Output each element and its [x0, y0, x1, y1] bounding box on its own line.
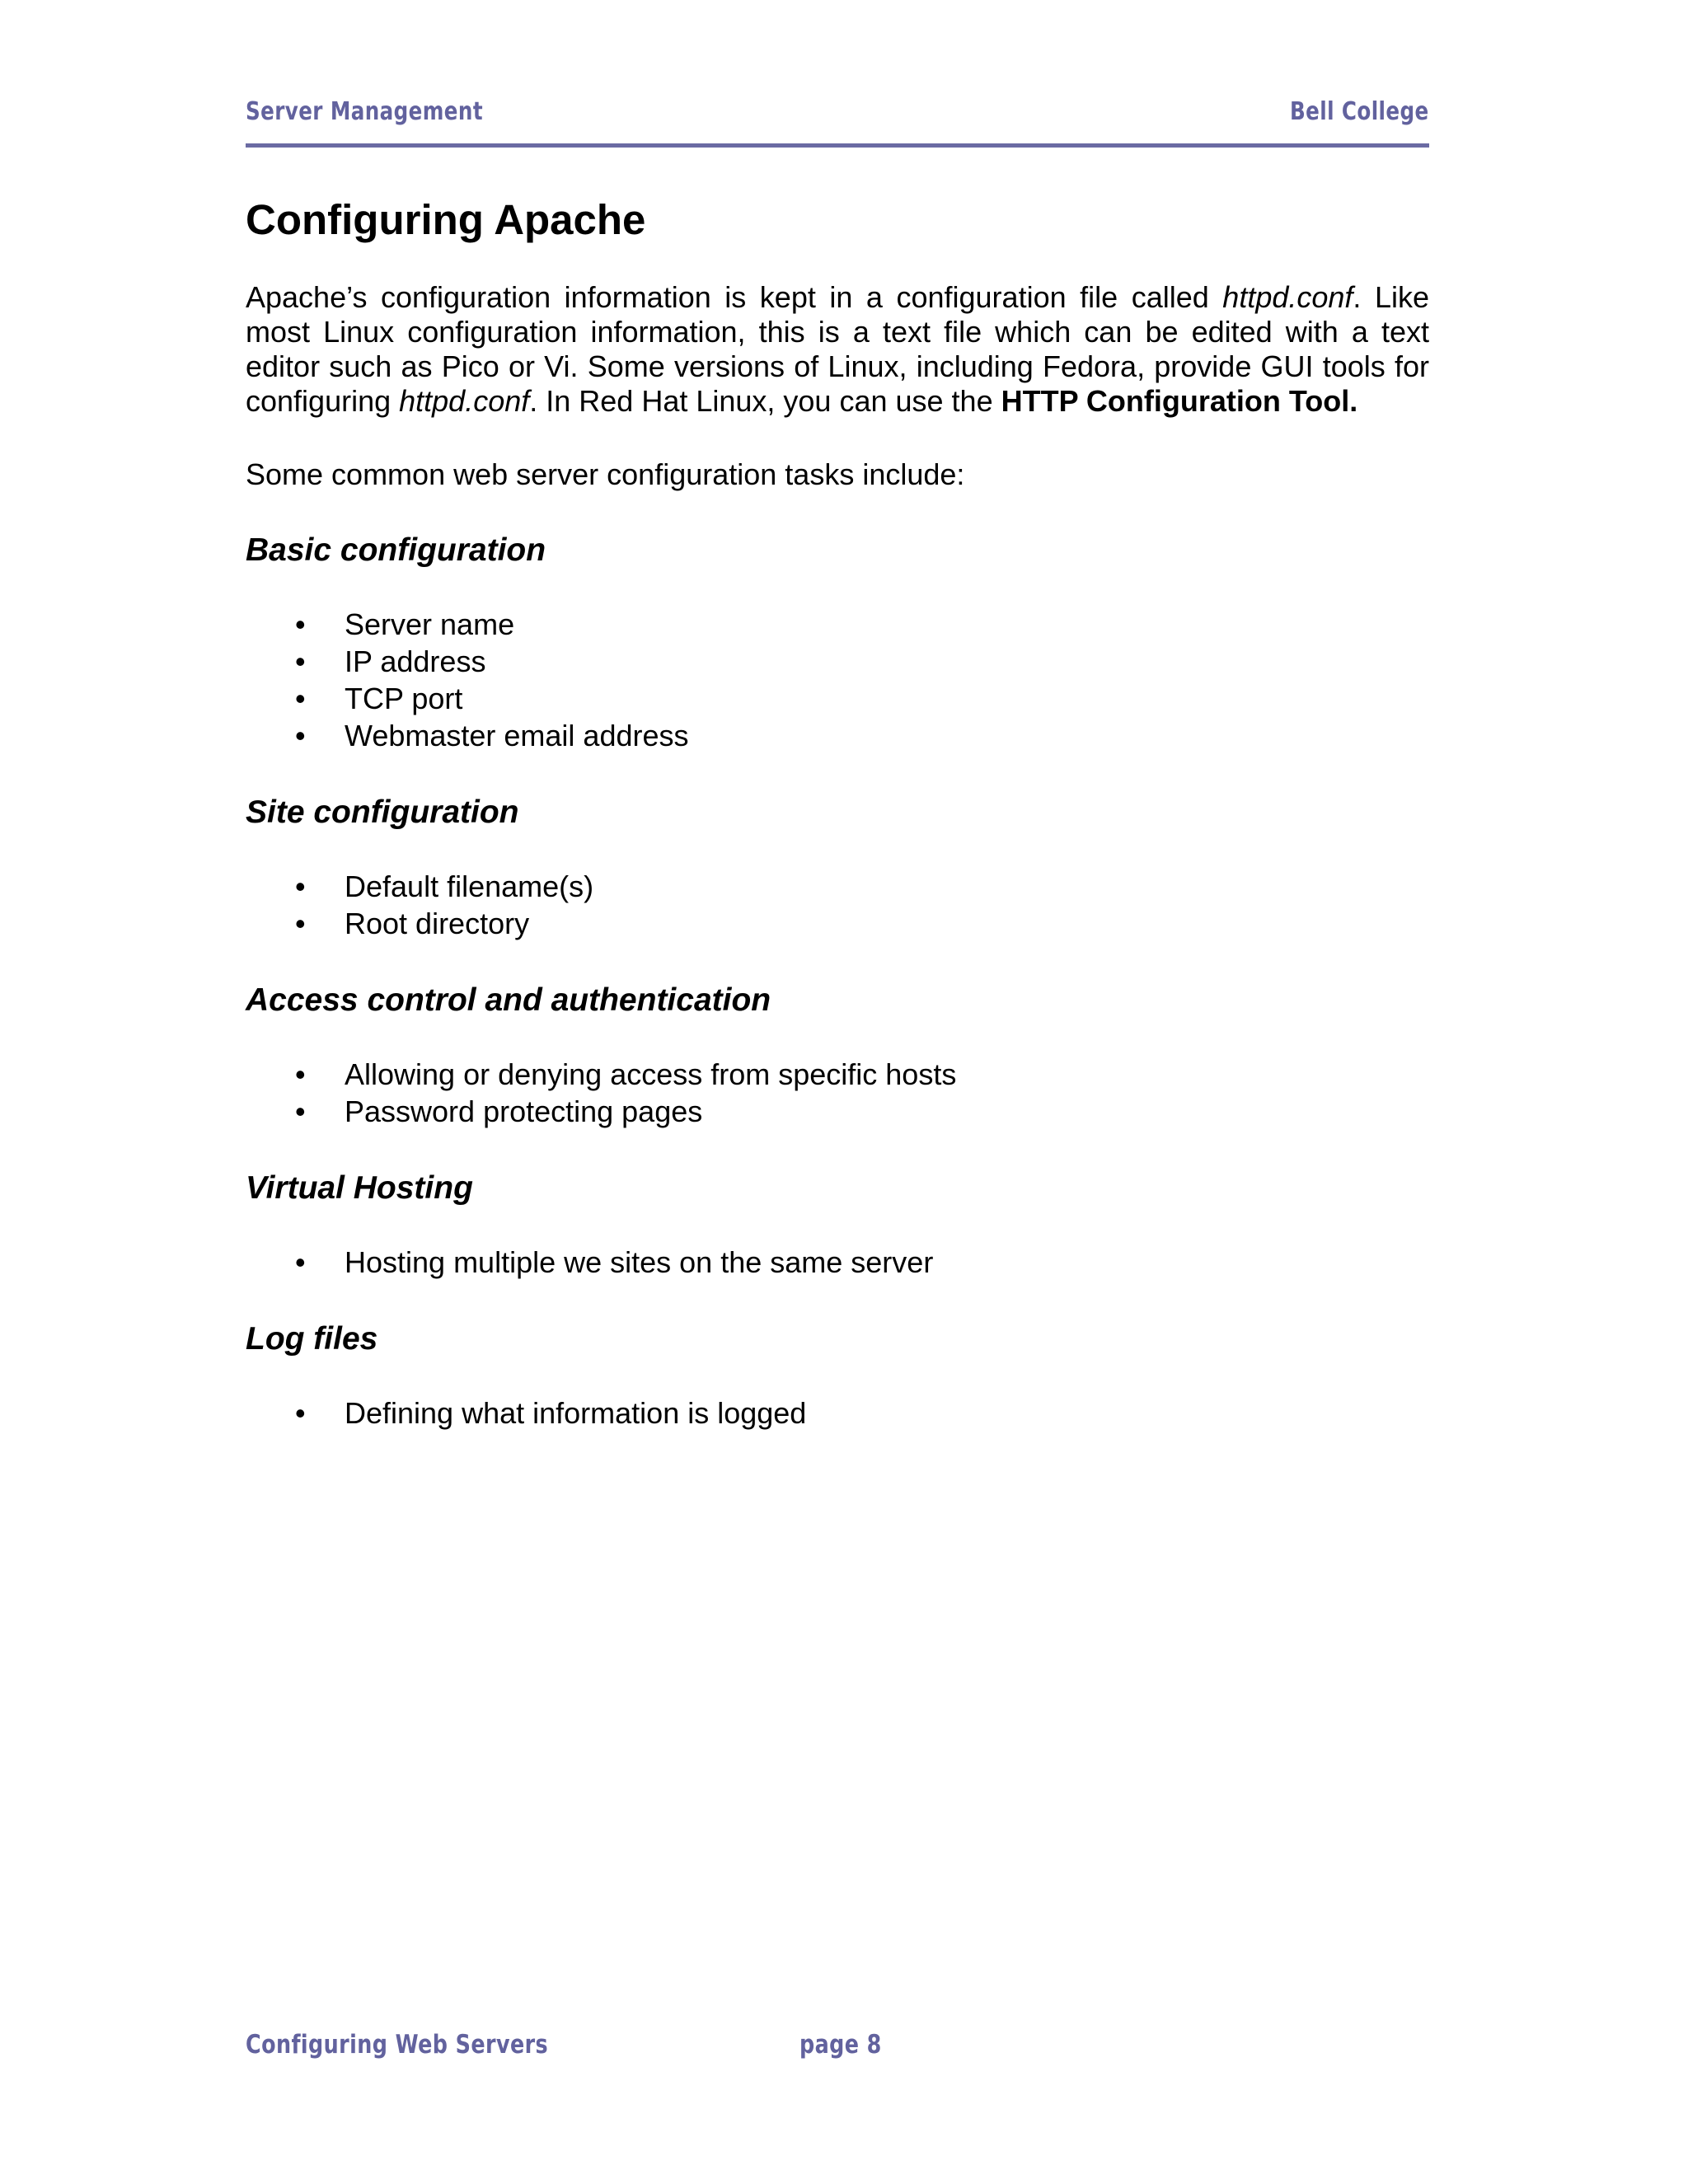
- page-title: Configuring Apache: [246, 196, 646, 243]
- page-header: [246, 97, 1429, 148]
- list-item: [246, 905, 1429, 942]
- list-item-text: Default filename(s): [345, 869, 594, 904]
- bullet-list: [246, 606, 1429, 754]
- footer-page-number: page 8: [799, 2030, 882, 2060]
- bullet-icon: •: [295, 907, 306, 941]
- tool-name: HTTP Configuration Tool.: [1001, 384, 1358, 419]
- footer-chapter-title: Configuring Web Servers: [246, 2030, 549, 2060]
- bullet-icon: •: [295, 719, 306, 753]
- list-item: [246, 717, 1429, 754]
- intro-paragraph: [246, 280, 1429, 419]
- intro-text-3: . In Red Hat Linux, you can use the: [529, 384, 1001, 419]
- bullet-icon: •: [295, 1245, 306, 1280]
- section-access-control: [246, 981, 1429, 1130]
- header-institution: Bell College: [1290, 97, 1429, 126]
- list-item-text: Server name: [345, 607, 515, 642]
- bullet-list: [246, 1056, 1429, 1130]
- config-filename-2: httpd.conf: [399, 384, 530, 419]
- list-item: [246, 1244, 1429, 1281]
- intro-text-1: Apache’s configuration information is kept in a configuration file called: [246, 280, 1223, 315]
- list-item-text: IP address: [345, 644, 486, 679]
- section-site-configuration: [246, 793, 1429, 942]
- list-item-text: TCP port: [345, 682, 463, 716]
- bullet-icon: •: [295, 1094, 306, 1129]
- list-item: [246, 606, 1429, 643]
- list-item-text: Webmaster email address: [345, 719, 689, 753]
- section-basic-configuration: [246, 531, 1429, 754]
- list-item: [246, 680, 1429, 717]
- section-heading: Access control and authentication: [246, 982, 771, 1019]
- section-heading: Virtual Hosting: [246, 1170, 473, 1207]
- list-item-text: Password protecting pages: [345, 1094, 703, 1129]
- list-item: [246, 643, 1429, 680]
- list-item: [246, 1093, 1429, 1130]
- list-item-text: Hosting multiple we sites on the same server: [345, 1245, 934, 1280]
- bullet-icon: •: [295, 1057, 306, 1092]
- header-course-title: Server Management: [246, 97, 483, 126]
- bullet-icon: •: [295, 682, 306, 716]
- bullet-list: [246, 868, 1429, 942]
- list-item-text: Root directory: [345, 907, 530, 941]
- section-heading: Log files: [246, 1321, 378, 1357]
- config-filename-1: httpd.conf: [1222, 280, 1353, 315]
- bullet-icon: •: [295, 644, 306, 679]
- bullet-list: [246, 1244, 1429, 1281]
- bullet-icon: •: [295, 1396, 306, 1431]
- list-item: [246, 1394, 1429, 1432]
- bullet-icon: •: [295, 869, 306, 904]
- list-item: [246, 1056, 1429, 1093]
- list-item-text: Defining what information is logged: [345, 1396, 807, 1431]
- section-virtual-hosting: [246, 1169, 1429, 1281]
- list-item: [246, 868, 1429, 905]
- section-heading: Site configuration: [246, 794, 519, 831]
- intro-text-2: . Like most Linux configuration information, this is a text file which can be edited with a text editor such as Pico or Vi. Some versions of Linux, including Fedora, provide GUI tools for configuring: [246, 280, 1429, 419]
- page-content: [246, 194, 1429, 1432]
- bullet-list: [246, 1394, 1429, 1432]
- bullet-icon: •: [295, 607, 306, 642]
- tasks-lead: Some common web server configuration tasks include:: [246, 457, 965, 492]
- section-log-files: [246, 1319, 1429, 1432]
- list-item-text: Allowing or denying access from specific hosts: [345, 1057, 957, 1092]
- section-heading: Basic configuration: [246, 532, 546, 569]
